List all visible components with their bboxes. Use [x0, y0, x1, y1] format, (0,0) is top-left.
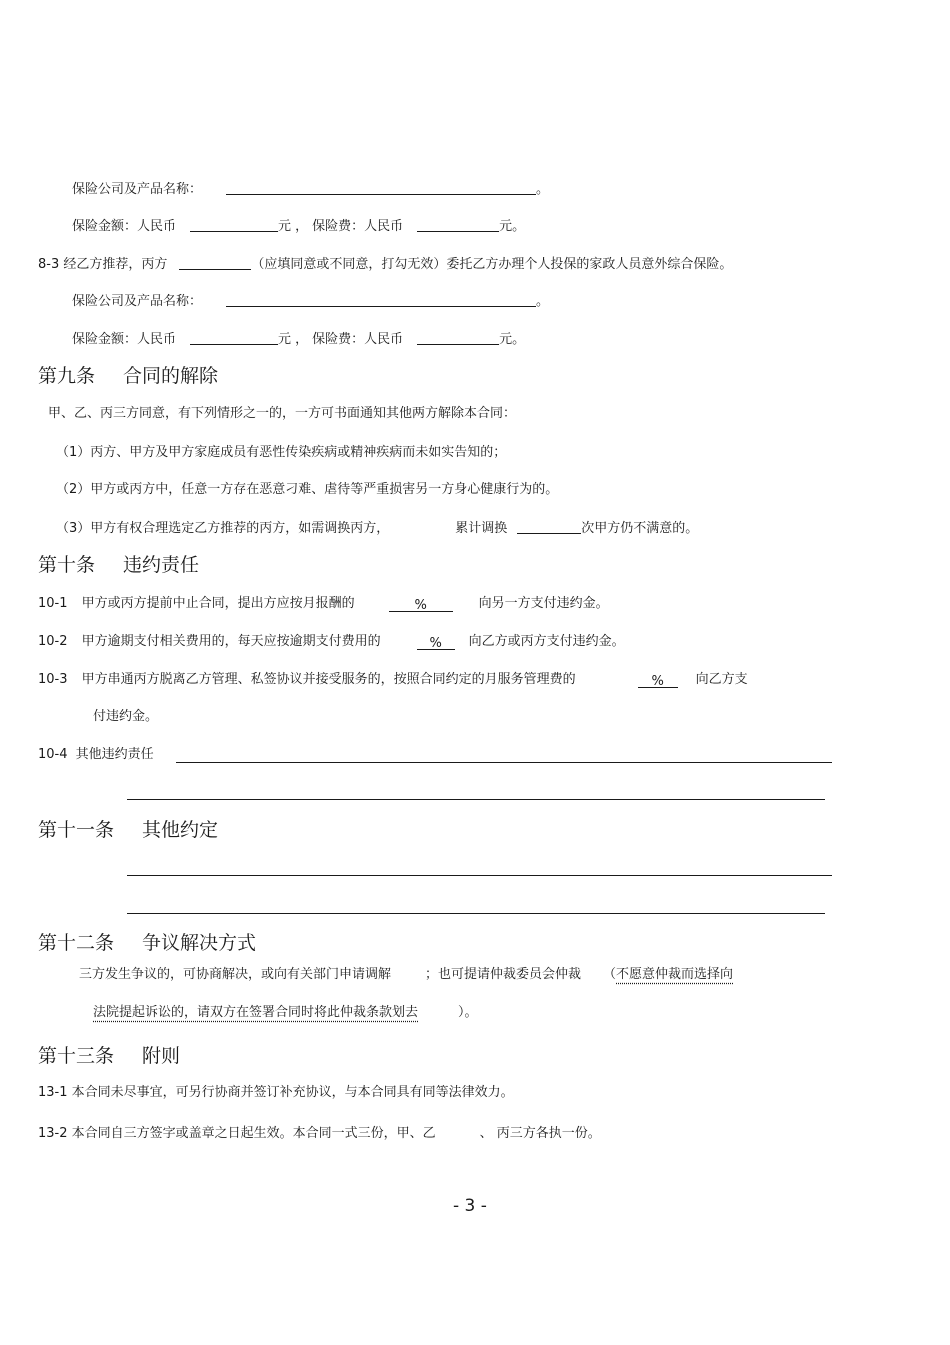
yuan-unit: 元。 [499, 332, 526, 347]
yuan-unit: 元 ， [278, 332, 309, 347]
clause-10-4 [38, 746, 154, 764]
article-9-item-1: （1）丙方、甲方及甲方家庭成员有恶性传染疾病或精神疾病而未如实告知的； [56, 445, 507, 460]
insurance-company-label: 保险公司及产品名称： [72, 182, 203, 197]
clause-10-1 [38, 595, 609, 613]
article-12-para-2 [93, 1004, 478, 1022]
clause-number: 10-1 [38, 596, 68, 611]
article-11-heading [38, 818, 218, 842]
article-9-item-3 [56, 519, 698, 538]
clause-number: 13-2 [38, 1126, 68, 1141]
clause-text: 本合同未尽事宜，可另行协商并签订补充协议，与本合同具有同等法律效力。 [71, 1085, 514, 1100]
article-title: 附则 [142, 1045, 181, 1067]
clause-10-3-cont: 付违约金。 [93, 709, 159, 724]
article-title: 争议解决方式 [142, 932, 257, 954]
item-text: 累计调换 [455, 521, 508, 536]
article-12-para-1 [79, 966, 733, 984]
clause-10-2 [38, 633, 625, 651]
premium-label: 保险费：人民币 [312, 219, 404, 234]
premium-label: 保险费：人民币 [312, 332, 404, 347]
clause-text: 三方发生争议的，可协商解决，或向有关部门申请调解 [79, 967, 392, 982]
clause-13-2 [38, 1125, 601, 1143]
clause-text: 甲方串通丙方脱离乙方管理、私签协议并接受服务的，按照合同约定的月服务管理费的 [81, 672, 576, 687]
article-title: 其他约定 [142, 819, 219, 841]
clause-number: 8-3 [38, 257, 60, 272]
daily-penalty-percent-field[interactable]: % [417, 635, 455, 650]
management-fee-percent-field[interactable]: % [638, 673, 678, 688]
clause-text: 其他违约责任 [75, 747, 154, 762]
clause-number: 10-4 [38, 747, 68, 762]
yuan-unit: 元。 [499, 219, 526, 234]
clause-text: 向乙方支 [695, 672, 748, 687]
insurance-amount-field[interactable] [190, 330, 278, 345]
other-penalty-line-2[interactable] [127, 799, 825, 800]
article-9-intro: 甲、乙、丙三方同意，有下列情形之一的，一方可书面通知其他两方解除本合同： [48, 406, 517, 421]
insurance-amount-line-1 [72, 217, 525, 236]
insurance-amount-field[interactable] [190, 217, 278, 232]
clause-text: （ [603, 967, 617, 982]
article-9-heading [38, 364, 218, 388]
article-number: 第十二条 [38, 932, 115, 954]
other-terms-line-1[interactable] [127, 875, 832, 876]
clause-number: 10-3 [38, 672, 68, 687]
clause-text: 向乙方或丙方支付违约金。 [468, 634, 625, 649]
consent-field[interactable] [179, 255, 251, 270]
clause-text: 、 丙三方各执一份。 [479, 1126, 601, 1141]
clause-13-1 [38, 1084, 514, 1102]
article-number: 第十条 [38, 554, 96, 576]
clause-8-3 [38, 255, 732, 274]
article-number: 第十一条 [38, 819, 115, 841]
clause-number: 13-1 [38, 1085, 68, 1100]
swap-count-field[interactable] [517, 519, 581, 534]
insurance-amount-label: 保险金额：人民币 [72, 332, 177, 347]
insurance-company-label: 保险公司及产品名称： [72, 294, 203, 309]
insurance-amount-line-2 [72, 330, 525, 349]
article-9-item-2: （2）甲方或丙方中，任意一方存在恶意刁难、虐待等严重损害另一方身心健康行为的。 [56, 482, 559, 497]
other-penalty-line-1[interactable] [176, 762, 832, 763]
premium-field[interactable] [417, 330, 499, 345]
article-10-heading [38, 553, 199, 577]
clause-text: （应填同意或不同意，打勾无效）委托乙方办理个人投保的家政人员意外综合保险。 [251, 257, 733, 272]
article-number: 第九条 [38, 365, 96, 387]
insurance-company-field[interactable] [226, 292, 536, 307]
arbitration-note: 法院提起诉讼的，请双方在签署合同时将此仲裁条款划去 [93, 1005, 419, 1020]
item-text: （3）甲方有权合理选定乙方推荐的丙方，如需调换丙方， [56, 521, 390, 536]
clause-text: ）。 [458, 1005, 478, 1020]
article-title: 合同的解除 [123, 365, 219, 387]
article-title: 违约责任 [123, 554, 200, 576]
premium-field[interactable] [417, 217, 499, 232]
clause-text: 向另一方支付违约金。 [478, 596, 609, 611]
insurance-company-line-2 [72, 292, 549, 311]
article-13-heading [38, 1044, 180, 1068]
clause-text: 甲方逾期支付相关费用的，每天应按逾期支付费用的 [81, 634, 381, 649]
item-text: 次甲方仍不满意的。 [581, 521, 699, 536]
period: 。 [536, 294, 550, 309]
article-12-heading [38, 931, 256, 955]
page-number: - 3 - [453, 1196, 487, 1216]
insurance-amount-label: 保险金额：人民币 [72, 219, 177, 234]
article-number: 第十三条 [38, 1045, 115, 1067]
clause-text: 甲方或丙方提前中止合同，提出方应按月报酬的 [81, 596, 355, 611]
yuan-unit: 元 ， [278, 219, 309, 234]
period: 。 [536, 182, 550, 197]
arbitration-note: 不愿意仲裁而选择向 [616, 967, 734, 982]
insurance-company-field[interactable] [226, 180, 536, 195]
clause-text: ；也可提请仲裁委员会仲裁 [425, 967, 582, 982]
penalty-percent-field[interactable]: % [389, 597, 453, 612]
clause-text: 本合同自三方签字或盖章之日起生效。本合同一式三份，甲、乙 [71, 1126, 436, 1141]
insurance-company-line-1 [72, 180, 549, 199]
other-terms-line-2[interactable] [127, 913, 825, 914]
clause-10-3 [38, 671, 748, 689]
clause-number: 10-2 [38, 634, 68, 649]
clause-text: 经乙方推荐，丙方 [63, 257, 168, 272]
